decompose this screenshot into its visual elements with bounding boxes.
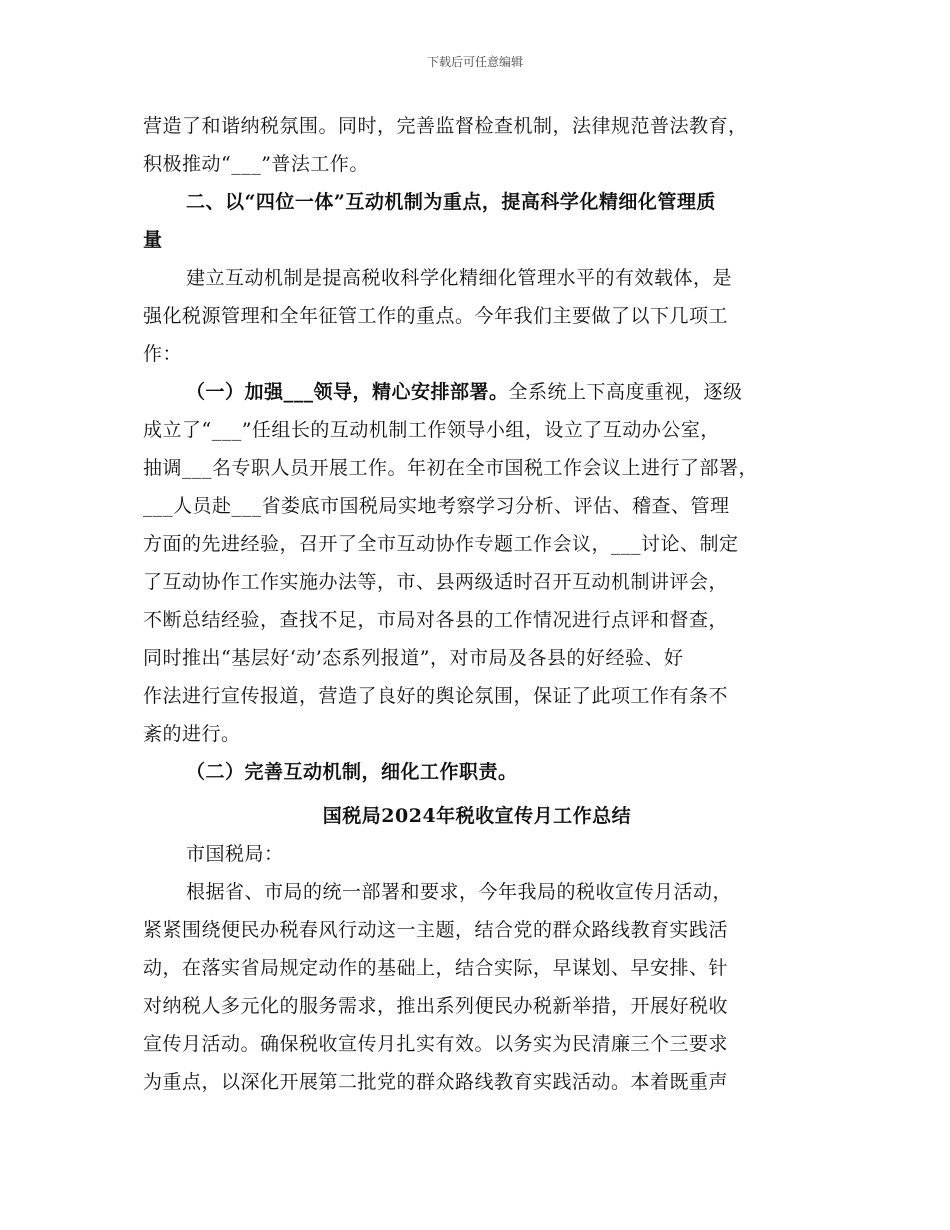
paragraph-line: 作法进行宣传报道，营造了良好的舆论氛围，保证了此项工作有条不 xyxy=(143,685,729,707)
subsection-item-2: （二）完善互动机制，细化工作职责。 xyxy=(186,761,518,783)
paragraph-line: 宣传月活动。确保税收宣传月扎实有效。以务实为民清廉三个三要求 xyxy=(143,1033,729,1055)
subsection-item-1-heading: （一）加强___领导，精心安排部署。 xyxy=(186,381,509,403)
paragraph-line: 对纳税人多元化的服务需求，推出系列便民办税新举措，开展好税收 xyxy=(143,995,729,1017)
section-heading: 二、以“四位一体”互动机制为重点，提高科学化精细化管理质 xyxy=(186,191,716,213)
paragraph-line: 同时推出“基层好‘动’态系列报道”，对市局及各县的好经验、好 xyxy=(143,647,684,669)
paragraph-line: 不断总结经验，查找不足，市局对各县的工作情况进行点评和督查， xyxy=(143,609,729,631)
paragraph-line: 动，在落实省局规定动作的基础上，结合实际，早谋划、早安排、针 xyxy=(143,957,729,979)
subsection-item-1 xyxy=(143,373,811,411)
paragraph-line: 抽调___名专职人员开展工作。年初在全市国税工作会议上进行了部署， xyxy=(143,457,759,479)
paragraph-line: 为重点，以深化开展第二批党的群众路线教育实践活动。本着既重声 xyxy=(143,1071,729,1093)
paragraph-line: 强化税源管理和全年征管工作的重点。今年我们主要做了以下几项工 xyxy=(143,305,729,327)
paragraph-line: 根据省、市局的统一部署和要求，今年我局的税收宣传月活动， xyxy=(186,881,733,903)
paragraph-line: 建立互动机制是提高税收科学化精细化管理水平的有效载体，是 xyxy=(186,267,733,289)
paragraph-line: 了互动协作工作实施办法等，市、县两级适时召开互动机制讲评会， xyxy=(143,571,729,593)
document-title: 国税局2024年税收宣传月工作总结 xyxy=(322,805,632,827)
page-header: 下载后可任意编辑 xyxy=(426,55,523,69)
paragraph-line: 作： xyxy=(143,343,183,365)
paragraph-line: 紊的进行。 xyxy=(143,723,241,745)
document-body xyxy=(143,107,811,1101)
section-heading-continued: 量 xyxy=(143,229,163,251)
salutation: 市国税局： xyxy=(186,843,284,865)
paragraph-line: 积极推动“___”普法工作。 xyxy=(143,153,369,175)
paragraph-line: 紧紧围绕便民办税春风行动这一主题，结合党的群众路线教育实践活 xyxy=(143,919,729,941)
paragraph-line: 方面的先进经验，召开了全市互动协作专题工作会议，___讨论、制定 xyxy=(143,533,739,555)
paragraph-line: ___人员赴___省娄底市国税局实地考察学习分析、评估、稽查、管理 xyxy=(143,495,730,517)
paragraph-line: 营造了和谐纳税氛围。同时，完善监督检查机制，法律规范普法教育， xyxy=(143,115,748,137)
subsection-item-1-text: 全系统上下高度重视，逐级 xyxy=(508,381,743,403)
paragraph-line: 成立了“___”任组长的互动机制工作领导小组，设立了互动办公室， xyxy=(143,419,720,441)
